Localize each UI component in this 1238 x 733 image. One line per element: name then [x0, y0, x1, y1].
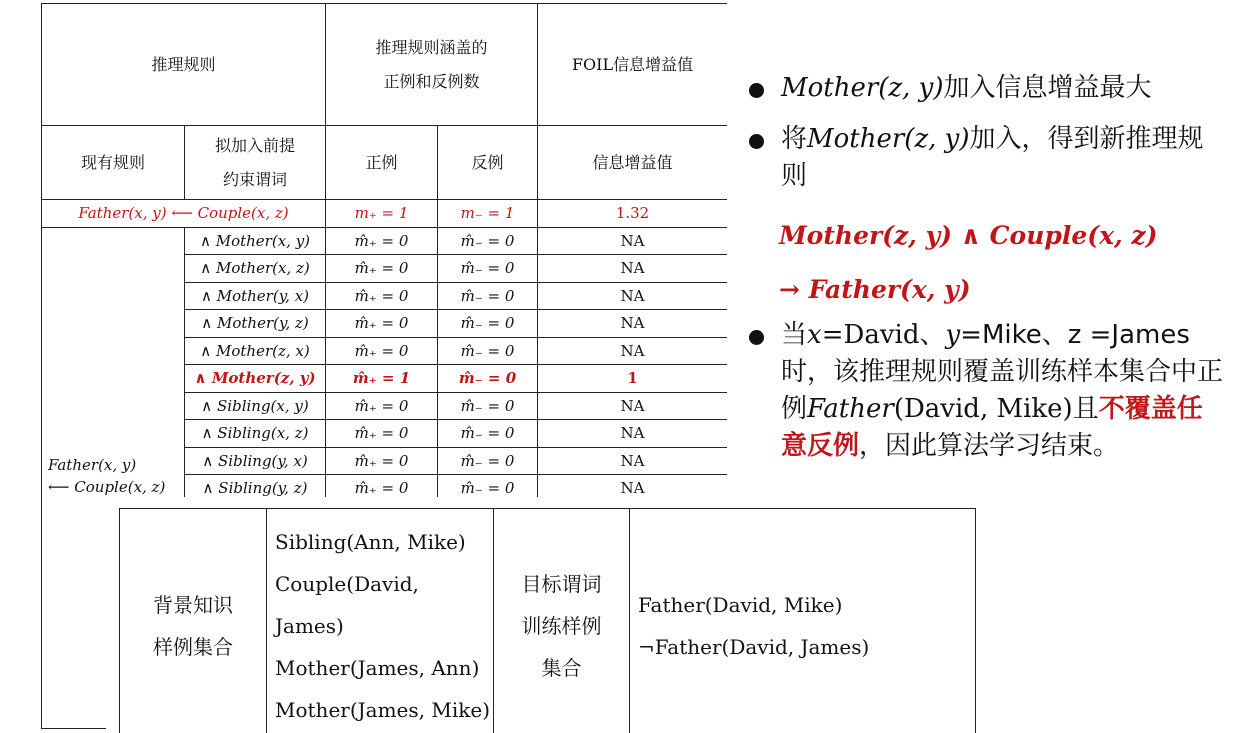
candidate-gain: NA	[538, 282, 727, 310]
example-item: Father(David, Mike)	[638, 593, 843, 617]
table-border-fragment	[41, 495, 106, 729]
base-rule: Father(x, y) ⟵ Couple(x, z)	[42, 200, 326, 228]
bullet-dot-icon	[749, 330, 764, 345]
example-item: ¬Father(David, James)	[638, 635, 870, 659]
var-y: y	[945, 320, 961, 350]
candidate-predicate: ∧ Mother(z, y)	[185, 365, 326, 393]
candidate-neg: m̂₋ = 0	[438, 337, 538, 365]
candidate-neg: m̂₋ = 0	[438, 365, 538, 393]
candidate-pos: m̂₊ = 0	[326, 447, 438, 475]
candidate-predicate: ∧ Mother(y, z)	[185, 310, 326, 338]
header-rule: 推理规则	[42, 4, 326, 126]
header-positive: 正例	[326, 126, 438, 200]
label-line: 训练样例	[521, 614, 602, 638]
header-current-rule: 现有规则	[42, 126, 185, 200]
background-facts	[267, 509, 494, 733]
candidate-neg: m̂₋ = 0	[438, 255, 538, 283]
candidate-gain: NA	[538, 420, 727, 448]
sample-sets-container	[119, 508, 976, 733]
candidate-pos: m̂₊ = 0	[326, 420, 438, 448]
candidate-pos: m̂₊ = 0	[326, 475, 438, 498]
candidate-predicate: ∧ Sibling(y, z)	[185, 475, 326, 498]
candidate-neg: m̂₋ = 0	[438, 420, 538, 448]
candidate-neg: m̂₋ = 0	[438, 310, 538, 338]
bullet-dot-icon	[749, 83, 764, 98]
bullet-text: =Mike、z =James时，该推理规则覆盖训练样本集合中正例	[781, 320, 1224, 424]
candidate-gain: NA	[538, 255, 727, 283]
candidate-predicate: ∧ Mother(z, x)	[185, 337, 326, 365]
fact-item: Mother(James, Ann)	[275, 656, 480, 680]
candidate-gain: NA	[538, 475, 727, 498]
current-rule-cell	[42, 227, 185, 497]
bullet-text: 当	[781, 320, 808, 350]
bullet-math: Father	[807, 394, 894, 424]
fact-item: Sibling(Ann, Mike)	[275, 530, 466, 554]
bullet-text: 将	[781, 124, 808, 154]
base-rule-gain: 1.32	[538, 200, 727, 228]
bullet-dot-icon	[749, 134, 764, 149]
candidate-gain: 1	[538, 365, 727, 393]
header-coverage-line1: 推理规则涵盖的	[375, 37, 488, 57]
conclusion-bullets	[745, 70, 1225, 479]
candidate-predicate: ∧ Sibling(x, z)	[185, 420, 326, 448]
header-candidate-line2: 约束谓词	[223, 169, 288, 189]
fact-item: Couple(David, James)	[275, 572, 419, 638]
current-rule-line2: ⟵ Couple(x, z)	[48, 477, 166, 496]
candidate-neg: m̂₋ = 0	[438, 475, 538, 498]
fact-item: Mother(James, Mike)	[275, 698, 490, 722]
candidate-gain: NA	[538, 310, 727, 338]
candidate-pos: m̂₊ = 0	[326, 337, 438, 365]
candidate-pos: m̂₊ = 0	[326, 310, 438, 338]
var-x: x	[807, 320, 822, 350]
label-line: 集合	[541, 656, 582, 680]
header-coverage-line2: 正例和反例数	[383, 71, 480, 91]
label-line: 目标谓词	[521, 572, 602, 596]
candidate-predicate: ∧ Mother(x, y)	[185, 227, 326, 255]
new-rule-line2: → Father(x, y)	[779, 275, 971, 304]
highlight-text: 不覆盖任意反例	[781, 394, 1203, 461]
candidate-predicate: ∧ Sibling(x, y)	[185, 392, 326, 420]
header-negative: 反例	[438, 126, 538, 200]
label-line: 样例集合	[153, 635, 233, 659]
candidate-pos: m̂₊ = 0	[326, 227, 438, 255]
bullet-max-gain	[745, 70, 1225, 107]
bullet-add-predicate	[745, 121, 1225, 195]
bullet-text: =David、	[821, 320, 946, 350]
candidate-pos: m̂₊ = 0	[326, 282, 438, 310]
header-foil-gain: FOIL信息增益值	[538, 4, 727, 126]
foil-gain-table	[41, 3, 727, 497]
header-gain-value: 信息增益值	[538, 126, 727, 200]
header-coverage	[326, 4, 538, 126]
bullet-conclusion	[745, 317, 1225, 465]
candidate-predicate: ∧ Mother(y, x)	[185, 282, 326, 310]
foil-gain-table-container	[41, 3, 727, 497]
base-rule-neg: m₋ = 1	[438, 200, 538, 228]
background-knowledge-label	[120, 509, 267, 733]
current-rule-line1: Father(x, y)	[48, 455, 137, 474]
base-rule-pos: m₊ = 1	[326, 200, 438, 228]
training-examples	[630, 509, 976, 733]
candidate-gain: NA	[538, 227, 727, 255]
base-rule-row	[42, 200, 728, 228]
candidate-pos: m̂₊ = 1	[326, 365, 438, 393]
candidate-neg: m̂₋ = 0	[438, 282, 538, 310]
candidate-neg: m̂₋ = 0	[438, 227, 538, 255]
candidate-neg: m̂₋ = 0	[438, 392, 538, 420]
new-rule-line1: Mother(z, y) ∧ Couple(x, z)	[779, 221, 1158, 250]
candidate-gain: NA	[538, 392, 727, 420]
candidate-gain: NA	[538, 447, 727, 475]
candidate-predicate: ∧ Sibling(y, x)	[185, 447, 326, 475]
bullet-text: 加入，得到新推理规则	[781, 124, 1204, 191]
candidate-gain: NA	[538, 337, 727, 365]
bullet-math: Mother(z, y)	[781, 73, 944, 103]
bullet-text: ，因此算法学习结束。	[859, 431, 1120, 461]
bullet-math: Mother(z, y)	[807, 124, 970, 154]
candidate-neg: m̂₋ = 0	[438, 447, 538, 475]
candidate-predicate: ∧ Mother(x, z)	[185, 255, 326, 283]
bullet-text: 加入信息增益最大	[943, 73, 1152, 103]
candidate-pos: m̂₊ = 0	[326, 392, 438, 420]
target-predicate-label	[494, 509, 630, 733]
candidate-row	[42, 227, 728, 255]
header-candidate-predicate	[185, 126, 326, 200]
label-line: 背景知识	[153, 593, 233, 617]
sample-sets-table	[119, 508, 976, 733]
candidate-pos: m̂₊ = 0	[326, 255, 438, 283]
bullet-text: (David, Mike)且	[893, 394, 1099, 424]
header-candidate-line1: 拟加入前提	[215, 135, 296, 155]
